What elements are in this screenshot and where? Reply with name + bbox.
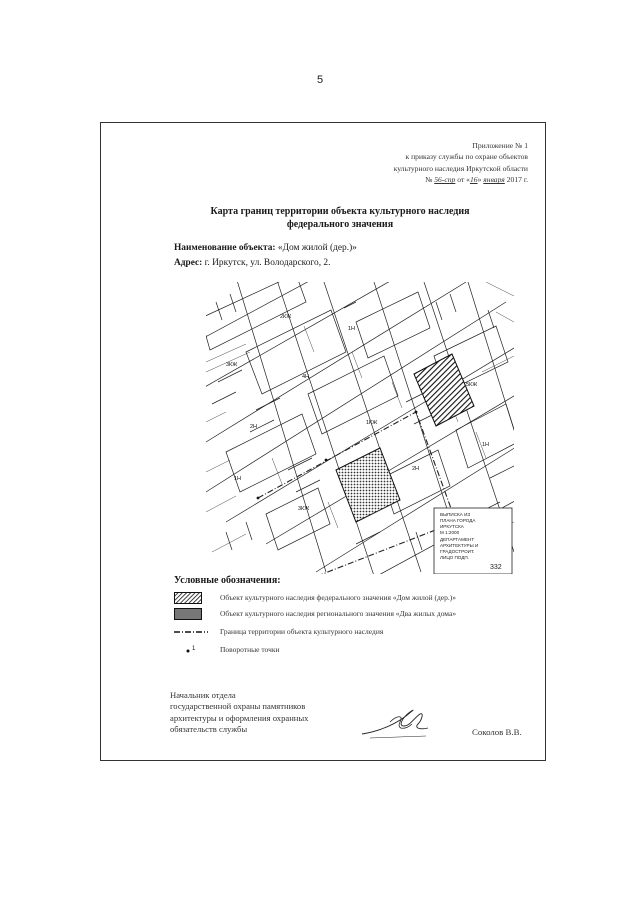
legend-title: Условные обозначения: — [174, 575, 281, 586]
stamp-line: ПЛАНА ГОРОДА — [440, 518, 476, 523]
stamp-line: ДЕПАРТАМЕНТ — [440, 537, 475, 542]
map-label: 2Н — [250, 424, 258, 430]
appendix-line-3: культурного наследия Иркутской области — [393, 163, 528, 173]
federal-heritage-building — [336, 448, 400, 522]
stamp-line: ГРАДОСТРОИТ. — [440, 549, 475, 554]
object-address-value: г. Иркутск, ул. Володарского, 2. — [204, 258, 331, 268]
handwritten-signature — [360, 702, 430, 742]
signatory-line-1: Начальник отдела — [170, 690, 236, 700]
signatory-line-4: обязательств службы — [170, 724, 248, 735]
stamp-number: 332 — [490, 564, 502, 571]
map-label: 3КЖ — [298, 506, 310, 512]
legend-text-points: Поворотные точки — [220, 645, 280, 654]
signatory-name: Соколов В.В. — [472, 727, 522, 737]
map-stamp — [434, 508, 512, 574]
map-label: 1Н — [234, 476, 242, 482]
appendix-line-2: к приказу службы по охране объектов — [405, 152, 528, 162]
object-address-label: Адрес: — [174, 258, 203, 268]
appendix-header — [328, 140, 528, 186]
turning-point-label: 1 — [192, 646, 196, 652]
object-name-value: «Дом жилой (дер.)» — [277, 243, 357, 253]
turning-point-icon — [174, 644, 202, 656]
stamp-line: ИРКУТСКА — [440, 524, 464, 529]
map-label: 2Н — [412, 466, 420, 472]
title-line-1: Карта границ территории объекта культурного наследия — [210, 206, 470, 217]
map-label: 4Н — [302, 374, 310, 380]
title-line-2: федерального значения — [286, 219, 394, 230]
order-year: 2017 г. — [506, 175, 528, 185]
page-number: 5 — [316, 74, 324, 86]
order-number: 56-спр — [434, 175, 456, 185]
hatched-swatch-icon — [174, 592, 202, 604]
object-address-line — [174, 258, 330, 268]
signatory-line-3: архитектуры и оформления охранных — [170, 712, 309, 723]
appendix-line-1: Приложение № 1 — [472, 141, 528, 150]
signatory-line-2: государственной охраны памятников — [170, 701, 306, 712]
stamp-line: АРХИТЕКТУРЫ И — [440, 543, 479, 548]
regional-heritage-building — [414, 354, 474, 426]
legend-text-federal: Объект культурного наследия федерального значения «Дом жилой (дер.)» — [220, 593, 457, 602]
signatory-position — [170, 690, 308, 736]
cadastral-map — [206, 282, 514, 574]
legend-text-regional: Объект культурного наследия регионального значения «Два жилых дома» — [220, 609, 457, 618]
map-label: 2КЖ — [280, 314, 292, 320]
order-day: 16 — [469, 175, 478, 185]
map-label: 1КЖ — [366, 420, 378, 426]
map-label: 1Н — [482, 442, 490, 448]
stamp-line: ВЫПИСКА ИЗ — [440, 512, 471, 517]
order-month: января — [483, 175, 505, 185]
map-svg — [206, 282, 514, 574]
map-label: 5КЖ — [466, 382, 478, 388]
order-date-prefix: от « — [457, 175, 470, 185]
document-title — [140, 205, 540, 231]
stamp-line: М 1:2000 — [440, 530, 460, 535]
object-name-line — [174, 243, 357, 253]
dotted-swatch-icon — [174, 608, 202, 620]
order-number-line — [328, 174, 528, 185]
object-name-label: Наименование объекта: — [174, 243, 276, 253]
legend-text-boundary: Граница территории объекта культурного наследия — [220, 627, 384, 636]
stamp-line: ЛИЦО ПОДП. — [440, 555, 469, 560]
order-date-mid: » — [477, 175, 482, 185]
map-label: 3КЖ — [226, 362, 238, 368]
order-no-prefix: № — [425, 175, 433, 185]
boundary-line-icon — [174, 626, 208, 638]
map-label: 1Н — [348, 326, 356, 332]
